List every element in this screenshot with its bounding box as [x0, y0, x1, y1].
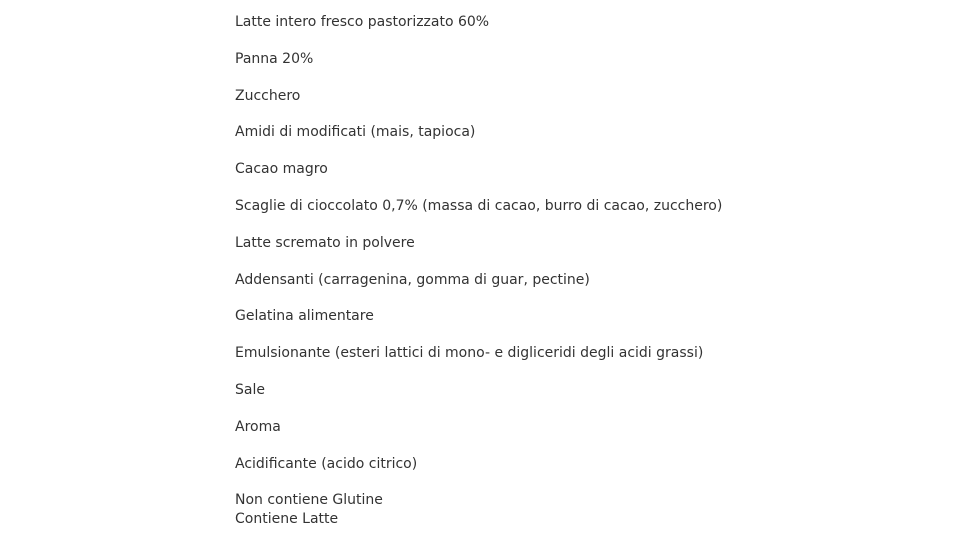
ingredient-item: Zucchero — [235, 87, 301, 104]
ingredient-item: Addensanti (carragenina, gomma di guar, pectine) — [235, 271, 590, 288]
ingredient-item: Cacao magro — [235, 161, 328, 178]
ingredients-list — [235, 13, 935, 528]
ingredient-item: Scaglie di cioccolato 0,7% (massa di cacao, burro di cacao, zucchero) — [235, 197, 723, 214]
ingredient-item: Acidificante (acido citrico) — [235, 455, 418, 472]
allergen-info — [235, 491, 935, 528]
ingredient-item: Gelatina alimentare — [235, 308, 374, 325]
ingredient-item: Panna 20% — [235, 50, 314, 67]
ingredient-item: Sale — [235, 381, 265, 398]
ingredient-item: Amidi di modificati (mais, tapioca) — [235, 124, 476, 141]
ingredient-item: Latte scremato in polvere — [235, 234, 415, 251]
ingredient-item: Latte intero fresco pastorizzato 60% — [235, 14, 490, 30]
milk-statement: Contiene Latte — [235, 510, 339, 527]
ingredient-item: Emulsionante (esteri lattici di mono- e digliceridi degli acidi grassi) — [235, 345, 704, 362]
gluten-statement: Non contiene Glutine — [235, 492, 383, 509]
ingredient-item: Aroma — [235, 418, 281, 435]
